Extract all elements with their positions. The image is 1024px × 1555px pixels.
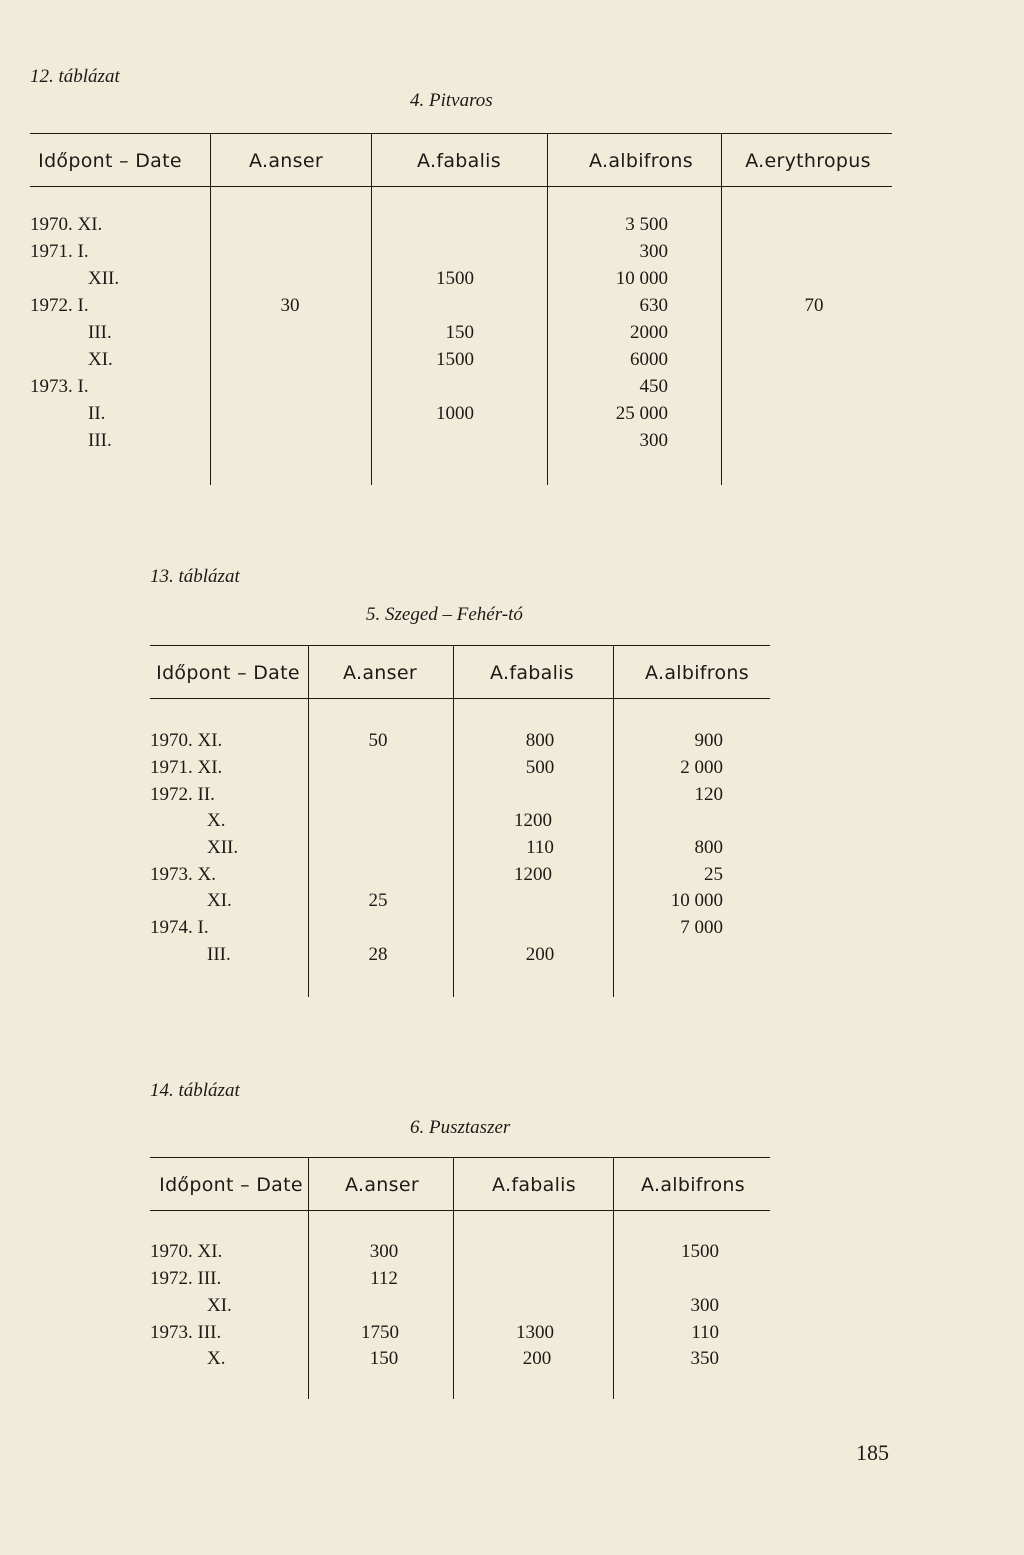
albifrons-cell: 1500 (681, 1241, 719, 1262)
anser-cell: 150 (369, 1348, 399, 1369)
table-label: 13. táblázat (150, 566, 240, 587)
column-divider (613, 1157, 614, 1399)
date-cell: X. (207, 810, 226, 831)
table-top-rule (150, 645, 770, 646)
column-header-albifrons: A.albifrons (645, 662, 749, 684)
column-header-anser: A.anser (345, 1174, 419, 1196)
albifrons-cell: 350 (690, 1348, 719, 1369)
column-header-erythropus: A.erythropus (745, 150, 871, 172)
anser-cell: 50 (368, 730, 388, 751)
fabalis-cell: 1500 (436, 349, 474, 370)
albifrons-cell: 120 (694, 784, 723, 805)
fabalis-cell: 1000 (436, 403, 474, 424)
date-cell: XI. (88, 349, 113, 370)
anser-cell: 1750 (361, 1322, 399, 1343)
column-header-date: Időpont – Date (159, 1174, 303, 1196)
table-label: 14. táblázat (150, 1080, 240, 1101)
date-cell: XII. (207, 837, 239, 858)
fabalis-cell: 500 (525, 757, 555, 778)
date-cell: III. (88, 430, 112, 451)
albifrons-cell: 3 500 (625, 214, 668, 235)
date-cell: 1972. I. (30, 295, 89, 316)
anser-cell: 30 (280, 295, 300, 316)
table-top-rule (150, 1157, 770, 1158)
albifrons-cell: 450 (639, 376, 668, 397)
albifrons-cell: 7 000 (680, 917, 723, 938)
column-header-anser: A.anser (249, 150, 323, 172)
fabalis-cell: 1200 (514, 864, 552, 885)
date-cell: 1970. XI. (30, 214, 103, 235)
column-header-fabalis: A.fabalis (417, 150, 501, 172)
column-header-albifrons: A.albifrons (589, 150, 693, 172)
column-divider (308, 645, 309, 997)
fabalis-cell: 200 (522, 1348, 552, 1369)
date-cell: 1972. III. (150, 1268, 222, 1289)
column-divider (453, 1157, 454, 1399)
column-divider (613, 645, 614, 997)
date-cell: 1971. XI. (150, 757, 223, 778)
column-header-fabalis: A.fabalis (492, 1174, 576, 1196)
date-cell: III. (88, 322, 112, 343)
date-cell: 1970. XI. (150, 730, 223, 751)
fabalis-cell: 1200 (514, 810, 552, 831)
header-bottom-rule (30, 186, 892, 187)
albifrons-cell: 300 (690, 1295, 719, 1316)
albifrons-cell: 25 000 (615, 403, 668, 424)
albifrons-cell: 630 (639, 295, 668, 316)
date-cell: 1973. III. (150, 1322, 222, 1343)
albifrons-cell: 25 (704, 864, 723, 885)
fabalis-cell: 110 (526, 837, 554, 858)
anser-cell: 300 (369, 1241, 399, 1262)
date-cell: III. (207, 944, 231, 965)
table-subtitle: 4. Pitvaros (410, 90, 493, 111)
anser-cell: 112 (370, 1268, 398, 1289)
date-cell: XI. (207, 890, 232, 911)
date-cell: 1973. X. (150, 864, 216, 885)
table-label: 12. táblázat (30, 66, 120, 87)
column-header-date: Időpont – Date (156, 662, 300, 684)
albifrons-cell: 6000 (630, 349, 668, 370)
date-cell: 1973. I. (30, 376, 89, 397)
fabalis-cell: 1300 (516, 1322, 554, 1343)
erythropus-cell: 70 (804, 295, 824, 316)
date-cell: X. (207, 1348, 226, 1369)
albifrons-cell: 10 000 (615, 268, 668, 289)
date-cell: XII. (88, 268, 120, 289)
anser-cell: 28 (368, 944, 388, 965)
fabalis-cell: 150 (445, 322, 474, 343)
column-divider (210, 133, 211, 485)
table-subtitle: 5. Szeged – Fehér-tó (366, 604, 523, 625)
albifrons-cell: 110 (691, 1322, 719, 1343)
date-cell: XI. (207, 1295, 232, 1316)
fabalis-cell: 800 (525, 730, 555, 751)
table-subtitle: 6. Pusztaszer (410, 1117, 511, 1138)
table-top-rule (30, 133, 892, 134)
header-bottom-rule (150, 698, 770, 699)
date-cell: 1970. XI. (150, 1241, 223, 1262)
column-divider (453, 645, 454, 997)
column-header-anser: A.anser (343, 662, 417, 684)
date-cell: II. (88, 403, 106, 424)
page-number: 185 (856, 1440, 889, 1465)
column-divider (371, 133, 372, 485)
column-divider (308, 1157, 309, 1399)
fabalis-cell: 1500 (436, 268, 474, 289)
column-divider (721, 133, 722, 485)
date-cell: 1972. II. (150, 784, 215, 805)
albifrons-cell: 2000 (630, 322, 668, 343)
column-divider (547, 133, 548, 485)
header-bottom-rule (150, 1210, 770, 1211)
column-header-albifrons: A.albifrons (641, 1174, 745, 1196)
albifrons-cell: 10 000 (670, 890, 723, 911)
date-cell: 1971. I. (30, 241, 89, 262)
albifrons-cell: 900 (694, 730, 723, 751)
albifrons-cell: 300 (639, 241, 668, 262)
column-header-fabalis: A.fabalis (490, 662, 574, 684)
albifrons-cell: 300 (639, 430, 668, 451)
date-cell: 1974. I. (150, 917, 209, 938)
anser-cell: 25 (368, 890, 388, 911)
albifrons-cell: 800 (694, 837, 723, 858)
column-header-date: Időpont – Date (38, 150, 182, 172)
albifrons-cell: 2 000 (680, 757, 723, 778)
fabalis-cell: 200 (525, 944, 555, 965)
